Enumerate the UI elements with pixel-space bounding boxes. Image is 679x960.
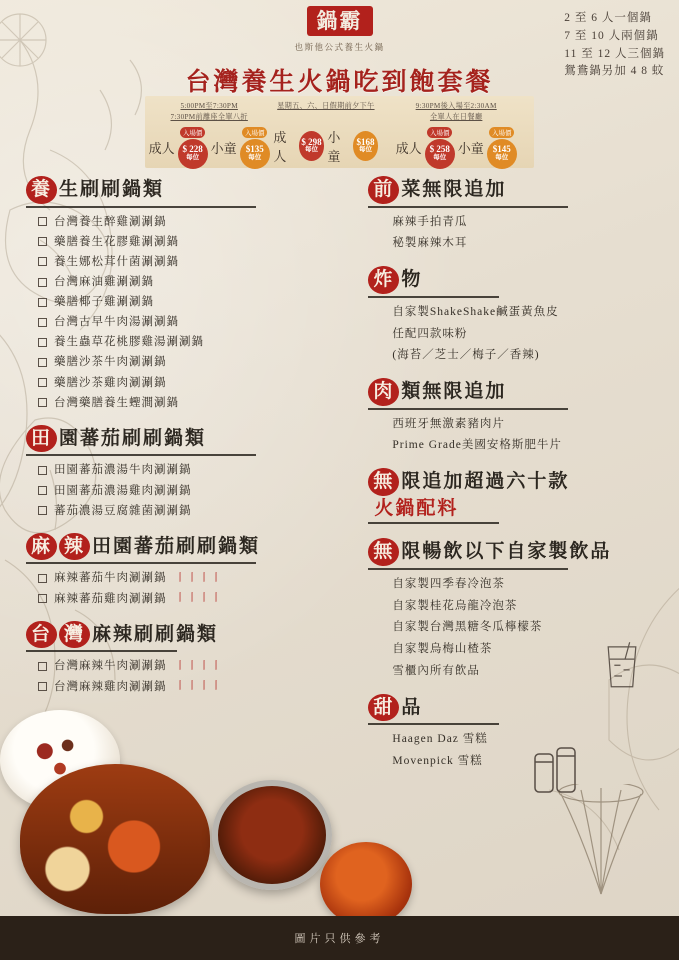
checkbox-icon[interactable] — [38, 217, 47, 226]
section-taiwan-mala — [26, 621, 354, 695]
menu-item: 西班牙無激素豬肉片 — [392, 417, 505, 430]
section-spicy-tomato — [26, 533, 354, 607]
menu-item-label: 台灣藥膳養生蟶澗涮鍋 — [54, 396, 179, 409]
menu-item-label: 台灣養生醉雞涮涮鍋 — [54, 215, 167, 228]
menu-item: 麻辣手拍青瓜 — [392, 215, 468, 228]
drink-glass-icon — [599, 638, 645, 694]
menu-item: 自家製桂花烏龍冷泡茶 — [392, 599, 518, 612]
price-time-3b: 全單人在日餐廳 — [429, 112, 483, 121]
group-note-1: 2 至 6 人一個鍋 — [564, 12, 652, 24]
whisk-icon — [541, 784, 661, 904]
price-column-3 — [378, 96, 534, 168]
section-title-text-dessert: 品 — [401, 695, 423, 718]
menu-item[interactable] — [38, 234, 354, 250]
menu-item[interactable] — [38, 354, 354, 370]
section-title-unlimited-ingredients — [368, 468, 569, 496]
checkbox-icon[interactable] — [38, 318, 47, 327]
price-time-1b: 7:30PM前離座全單八折 — [170, 112, 248, 121]
section-badge-appetizers: 前 — [368, 176, 399, 204]
menu-item[interactable] — [38, 570, 354, 586]
menu-item[interactable] — [38, 334, 354, 350]
checkbox-icon[interactable] — [38, 574, 47, 583]
menu-item-label: 麻辣蕃茄雞肉涮涮鍋 — [54, 592, 167, 605]
menu-item[interactable] — [38, 503, 354, 519]
section-badge-yangsheng: 養 — [26, 176, 57, 204]
checkbox-icon[interactable] — [38, 466, 47, 475]
price-amount-adult-2: $ 298 — [301, 136, 322, 147]
menu-item-label: 田園蕃茄濃湯牛肉涮涮鍋 — [54, 464, 192, 477]
checkbox-icon[interactable] — [38, 257, 47, 266]
menu-item: 自家製台灣黑糖冬瓜檸檬茶 — [392, 621, 543, 634]
section-title-drinks — [368, 538, 611, 566]
price-per-child-2: 每位 — [359, 146, 373, 154]
menu-item-label: 蕃茄濃湯豆腐雜菌涮涮鍋 — [54, 504, 192, 517]
price-label-child-3: 小童 — [457, 142, 484, 158]
menu-item-label: 藥膳椰子雞涮涮鍋 — [54, 296, 154, 309]
price-column-1 — [145, 96, 273, 168]
price-per-adult-3: 每位 — [433, 153, 447, 161]
price-amount-child-3: $145 — [492, 144, 511, 155]
checkbox-icon[interactable] — [38, 298, 47, 307]
price-bubble-adult-3 — [425, 139, 455, 169]
group-note-3: 11 至 12 人三個鍋 — [564, 47, 665, 60]
menu-item-label: 藥膳沙茶雞肉涮涮鍋 — [54, 376, 167, 389]
price-label-adult-3: 成人 — [395, 142, 422, 158]
section-badge-spicy-tomato-1: 麻 — [26, 533, 57, 561]
section-title-fried — [368, 266, 422, 294]
photo-hotpot-main — [20, 764, 210, 914]
section-title-text-spicy-tomato: 田園蕃茄刷刷鍋類 — [92, 534, 261, 557]
menu-item: Haagen Daz 雪糕 — [392, 733, 488, 746]
section-badge-unlimited-ingredients: 無 — [368, 468, 399, 496]
menu-item: Prime Grade美國安格斯肥牛片 — [392, 439, 562, 452]
menu-item: 自家製ShakeShake鹹蛋黃魚皮 — [392, 305, 559, 318]
photo-chili-sauce-bowl — [320, 842, 412, 926]
section-title-text-tomato: 園蕃茄刷刷鍋類 — [59, 426, 207, 449]
menu-item-label: 藥膳養生花膠雞涮涮鍋 — [54, 235, 179, 248]
menu-item-label: 麻辣蕃茄牛肉涮涮鍋 — [54, 572, 167, 585]
spice-level-icon: 〡〡〡〡 — [174, 679, 223, 692]
spice-level-icon: 〡〡〡〡 — [174, 591, 223, 604]
price-bubble-adult-1 — [178, 139, 208, 169]
checkbox-icon[interactable] — [38, 338, 47, 347]
page-title-text: 台灣養生火鍋吃到飽套餐 — [185, 67, 494, 96]
checkbox-icon[interactable] — [38, 358, 47, 367]
menu-item: (海苔／芝士／梅子／香辣) — [392, 349, 540, 362]
section-tomato — [26, 425, 354, 519]
price-badge-adult-3: 入場價 — [427, 127, 453, 138]
section-fried — [368, 266, 653, 364]
price-bubble-child-1 — [240, 139, 270, 169]
checkbox-icon[interactable] — [38, 237, 47, 246]
price-badge-adult-1: 入場價 — [180, 127, 206, 138]
menu-item-label: 台灣古早牛肉湯涮涮鍋 — [54, 316, 179, 329]
section-title-text-appetizers: 菜無限追加 — [401, 178, 507, 200]
price-band — [145, 96, 534, 168]
menu-item: 任配四款味粉 — [392, 327, 468, 340]
section-appetizers — [368, 176, 653, 252]
section-yangsheng — [26, 176, 354, 411]
section-badge-spicy-tomato-2: 辣 — [59, 533, 90, 561]
menu-item[interactable] — [38, 214, 354, 230]
checkbox-icon[interactable] — [38, 506, 47, 515]
group-note-2: 7 至 10 人兩個鍋 — [564, 29, 659, 42]
section-title-spicy-tomato — [26, 533, 260, 561]
menu-column-left — [26, 176, 354, 784]
menu-item-label: 田園蕃茄濃湯雞肉涮涮鍋 — [54, 484, 192, 497]
menu-item: 自家製烏梅山楂茶 — [392, 643, 493, 656]
section-title-appetizers — [368, 176, 506, 204]
menu-item: 雪櫃內所有飲品 — [392, 664, 480, 677]
menu-item: Movenpick 雪糕 — [392, 754, 483, 767]
section-title-text-meat: 類無限追加 — [401, 379, 507, 402]
price-amount-adult-1: $ 228 — [182, 144, 203, 155]
price-time-2a: 星期五、六、日假期前夕下午 — [277, 102, 375, 110]
checkbox-icon[interactable] — [38, 278, 47, 287]
menu-item-label: 台灣麻辣雞肉涮涮鍋 — [54, 680, 167, 693]
section-badge-drinks: 無 — [368, 538, 399, 566]
page-title — [120, 68, 559, 96]
menu-item[interactable] — [38, 294, 354, 310]
menu-item-label: 養生蟲草花桃膠雞湯涮涮鍋 — [54, 336, 204, 349]
price-row-2 — [273, 127, 378, 165]
price-label-adult-2: 成人 — [273, 130, 287, 165]
price-badge-child-1: 入場價 — [242, 127, 268, 138]
section-title-text-drinks: 限暢飲以下自家製飲品 — [401, 540, 612, 563]
spice-level-icon: 〡〡〡〡 — [174, 659, 223, 672]
price-time-1a: 5:00PM至7:30PM — [180, 102, 238, 110]
menu-item[interactable] — [38, 591, 354, 607]
menu-item-label: 台灣麻辣牛肉涮涮鍋 — [54, 660, 167, 673]
menu-item-label: 藥膳沙茶牛肉涮涮鍋 — [54, 356, 167, 369]
menu-item[interactable] — [38, 679, 354, 695]
menu-header — [0, 0, 679, 172]
price-amount-adult-3: $ 258 — [429, 144, 450, 155]
price-bubble-child-2 — [353, 131, 379, 161]
section-title-text-fried: 物 — [401, 268, 423, 291]
menu-item-label: 台灣麻油雞涮涮鍋 — [54, 276, 154, 289]
price-per-child-3: 每位 — [495, 153, 509, 161]
section-badge-tomato: 田 — [26, 425, 57, 453]
checkbox-icon[interactable] — [38, 486, 47, 495]
group-size-notes — [564, 10, 665, 81]
section-badge-meat: 肉 — [368, 378, 399, 406]
section-dessert — [368, 694, 653, 770]
price-per-child-1: 每位 — [248, 153, 262, 161]
price-time-3a: 9:30PM後入場至2:30AM — [415, 102, 497, 110]
section-title-line2-unlimited-ingredients: 火鍋配料 — [374, 496, 459, 519]
section-unlimited-ingredients — [368, 468, 653, 524]
menu-item[interactable] — [38, 274, 354, 290]
brand-tagline: 也斯他公式養生火鍋 — [294, 42, 385, 52]
menu-item[interactable] — [38, 375, 354, 391]
menu-item[interactable] — [38, 254, 354, 270]
price-label-child-2: 小童 — [327, 130, 341, 165]
checkbox-icon[interactable] — [38, 398, 47, 407]
menu-item[interactable] — [38, 462, 354, 478]
footer — [0, 916, 679, 960]
section-title-tomato — [26, 425, 206, 453]
checkbox-icon[interactable] — [38, 594, 47, 603]
section-title-taiwan-mala — [26, 621, 218, 649]
section-title-dessert — [368, 694, 422, 722]
menu-columns — [0, 172, 679, 784]
spice-level-icon: 〡〡〡〡 — [174, 571, 223, 584]
section-badge-dessert: 甜 — [368, 694, 399, 722]
section-title-yangsheng — [26, 176, 164, 204]
section-title-text-yangsheng: 生刷刷鍋類 — [59, 178, 165, 200]
checkbox-icon[interactable] — [38, 662, 47, 671]
section-meat — [368, 378, 653, 454]
price-amount-child-2: $168 — [356, 136, 375, 147]
price-label-adult-1: 成人 — [148, 142, 175, 158]
menu-item[interactable] — [38, 483, 354, 499]
section-title-text-taiwan-mala: 麻辣刷刷鍋類 — [92, 622, 219, 645]
price-bubble-adult-2 — [299, 131, 325, 161]
group-note-4: 鴛鴦鍋另加 4 8 蚊 — [564, 65, 665, 78]
menu-item-label: 養生娜松茸什菌涮涮鍋 — [54, 255, 179, 268]
section-badge-fried: 炸 — [368, 266, 399, 294]
section-badge-taiwan-mala-1: 台 — [26, 621, 57, 649]
price-per-adult-1: 每位 — [186, 153, 200, 161]
menu-item[interactable] — [38, 314, 354, 330]
photo-mala-pot — [212, 780, 332, 890]
price-per-adult-2: 每位 — [305, 146, 319, 154]
menu-item: 自家製四季春冷泡茶 — [392, 578, 505, 591]
price-bubble-child-3 — [487, 139, 517, 169]
price-badge-child-3: 入場價 — [489, 127, 515, 138]
brand-logo-text: 鍋霸 — [307, 6, 373, 36]
price-label-child-1: 小童 — [210, 142, 237, 158]
menu-item: 秘製麻辣木耳 — [392, 237, 468, 250]
price-row-3 — [378, 127, 534, 169]
price-amount-child-1: $135 — [245, 144, 264, 155]
checkbox-icon[interactable] — [38, 378, 47, 387]
section-badge-taiwan-mala-2: 灣 — [59, 621, 90, 649]
price-column-2 — [273, 96, 378, 168]
checkbox-icon[interactable] — [38, 682, 47, 691]
section-title-text-unlimited-ingredients: 限追加超過六十款 — [401, 469, 570, 492]
footer-note: 圖片只供參考 — [294, 933, 385, 945]
price-row-1 — [145, 127, 273, 169]
section-title-meat — [368, 378, 506, 406]
menu-item[interactable] — [38, 658, 354, 674]
menu-item[interactable] — [38, 395, 354, 411]
